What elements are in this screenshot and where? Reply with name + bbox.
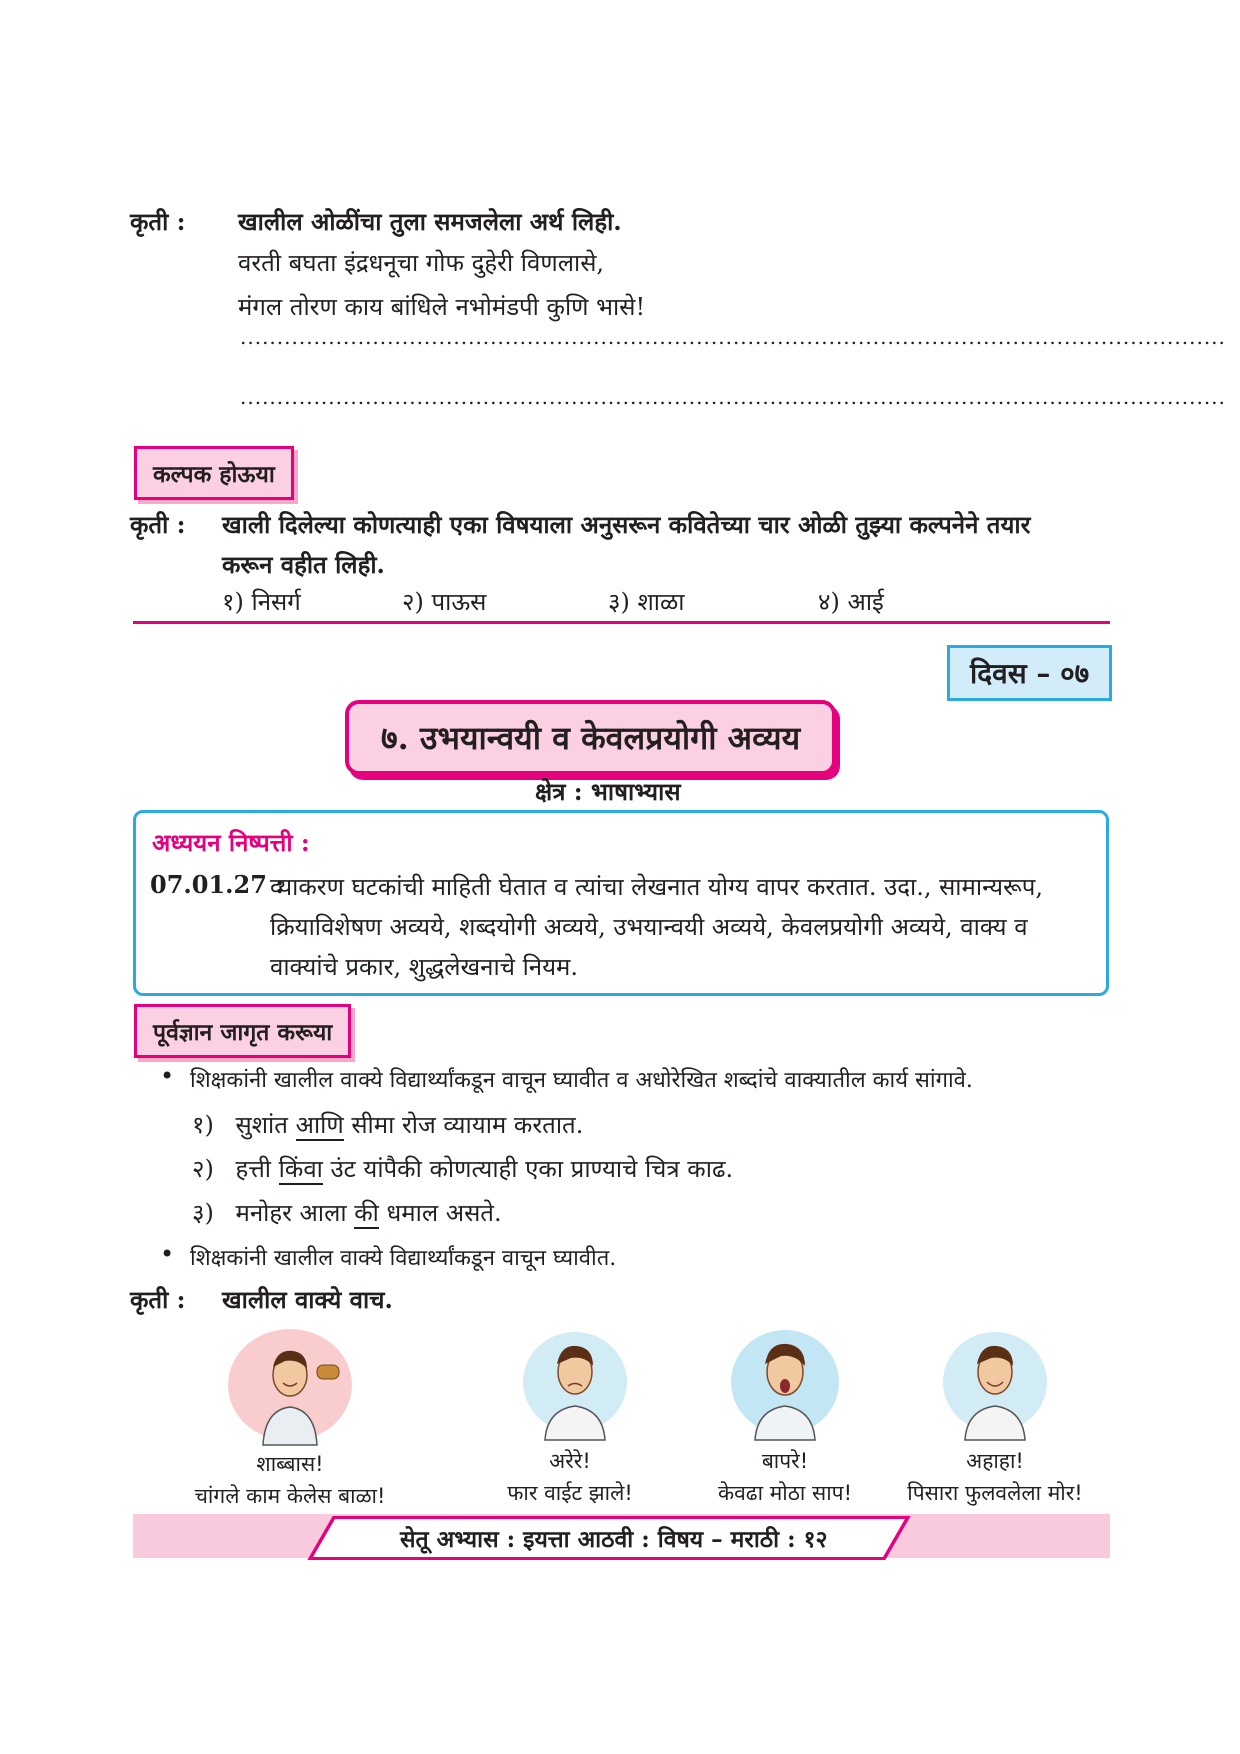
caption-exclaim: अहाहा!: [966, 1449, 1024, 1473]
section-tag-creative: कल्पक होऊया: [134, 446, 294, 500]
outcome-code: 07.01.27 :: [150, 870, 285, 899]
sentence-number: ३): [192, 1199, 214, 1227]
boy-shocked-illustration: [725, 1320, 845, 1440]
outcomes-heading: अध्ययन निष्पत्ती :: [152, 828, 310, 857]
sentence-text: हत्ती: [235, 1155, 272, 1183]
divider: [133, 621, 1110, 624]
answer-line: ......................................................................................................................................: [240, 385, 1226, 409]
sentence-item: [192, 1152, 733, 1185]
bullet-text: शिक्षकांनी खालील वाक्ये विद्यार्थ्यांकडून वाचून घ्यावीत व अधोरेखित शब्दांचे वाक्यातील कार्य सांगावे.: [190, 1068, 973, 1093]
option-item: १) निसर्ग: [222, 588, 301, 616]
sentence-text: सीमा रोज व्यायाम करतात.: [351, 1111, 584, 1139]
boy-sad-illustration: [515, 1320, 635, 1440]
instruction: करून वहीत लिही.: [222, 550, 385, 579]
sentence-text: सुशांत: [235, 1111, 288, 1139]
sentence-item: [192, 1108, 583, 1141]
outcome-text: व्याकरण घटकांची माहिती घेतात व त्यांचा लेखनात योग्य वापर करतात. उदा., सामान्यरूप,: [270, 873, 1043, 901]
footer-text: सेतू अभ्यास : इयत्ता आठवी : विषय – मराठी : १२: [400, 1526, 828, 1553]
domain-label: क्षेत्र : भाषाभ्यास: [535, 777, 681, 806]
option-item: २) पाऊस: [402, 588, 487, 616]
boy-praise-illustration: [225, 1325, 355, 1445]
bullet-icon: •: [160, 1062, 175, 1090]
day-badge: दिवस – ०७: [947, 645, 1112, 701]
poem-line: मंगल तोरण काय बांधिले नभोमंडपी कुणि भासे!: [238, 293, 646, 321]
kruti-label: कृती :: [130, 1285, 186, 1314]
poem-line: वरती बघता इंद्रधनूचा गोफ दुहेरी विणलासे,: [238, 249, 605, 277]
kruti-label: कृती :: [130, 207, 186, 236]
sentence-number: १): [192, 1111, 214, 1139]
outcome-text: वाक्यांचे प्रकार, शुद्धलेखनाचे नियम.: [270, 953, 579, 981]
caption-sentence: पिसारा फुलवलेला मोर!: [907, 1481, 1083, 1505]
underlined-word: की: [354, 1199, 379, 1227]
caption-exclaim: अरेरे!: [549, 1449, 591, 1473]
option-item: ३) शाळा: [608, 588, 685, 616]
sentence-text: मनोहर आला: [235, 1199, 347, 1227]
bullet-text: शिक्षकांनी खालील वाक्ये विद्यार्थ्यांकडून वाचून घ्यावीत.: [190, 1246, 617, 1271]
chapter-title: ७. उभयान्वयी व केवलप्रयोगी अव्यय: [345, 700, 836, 775]
caption-sentence: चांगले काम केलेस बाळा!: [194, 1484, 386, 1508]
sentence-text: धमाल असते.: [386, 1199, 502, 1227]
instruction: खालील वाक्ये वाच.: [222, 1285, 393, 1314]
option-item: ४) आई: [818, 588, 884, 616]
bullet-icon: •: [160, 1240, 175, 1268]
outcome-text: क्रियाविशेषण अव्यये, शब्दयोगी अव्यये, उभयान्वयी अव्यये, केवलप्रयोगी अव्यये, वाक्य व: [270, 913, 1028, 941]
section-tag-prior: पूर्वज्ञान जागृत करूया: [134, 1004, 351, 1058]
caption-sentence: फार वाईट झाले!: [507, 1481, 633, 1505]
underlined-word: आणि: [295, 1111, 344, 1139]
boy-delighted-illustration: [935, 1320, 1055, 1440]
caption-sentence: केवढा मोठा साप!: [717, 1481, 853, 1505]
sentence-text: उंट यांपैकी कोणत्याही एका प्राण्याचे चित्र काढ.: [330, 1155, 734, 1183]
caption-exclaim: बापरे!: [761, 1449, 809, 1473]
sentence-number: २): [192, 1155, 214, 1183]
instruction: खालील ओळींचा तुला समजलेला अर्थ लिही.: [238, 207, 622, 236]
instruction: खाली दिलेल्या कोणत्याही एका विषयाला अनुसरून कवितेच्या चार ओळी तुझ्या कल्पनेने तयार: [222, 510, 1031, 539]
answer-line: ......................................................................................................................................: [240, 325, 1226, 349]
sentence-item: [192, 1196, 502, 1229]
underlined-word: किंवा: [278, 1155, 323, 1183]
kruti-label: कृती :: [130, 510, 186, 539]
caption-exclaim: शाब्बास!: [256, 1452, 324, 1476]
